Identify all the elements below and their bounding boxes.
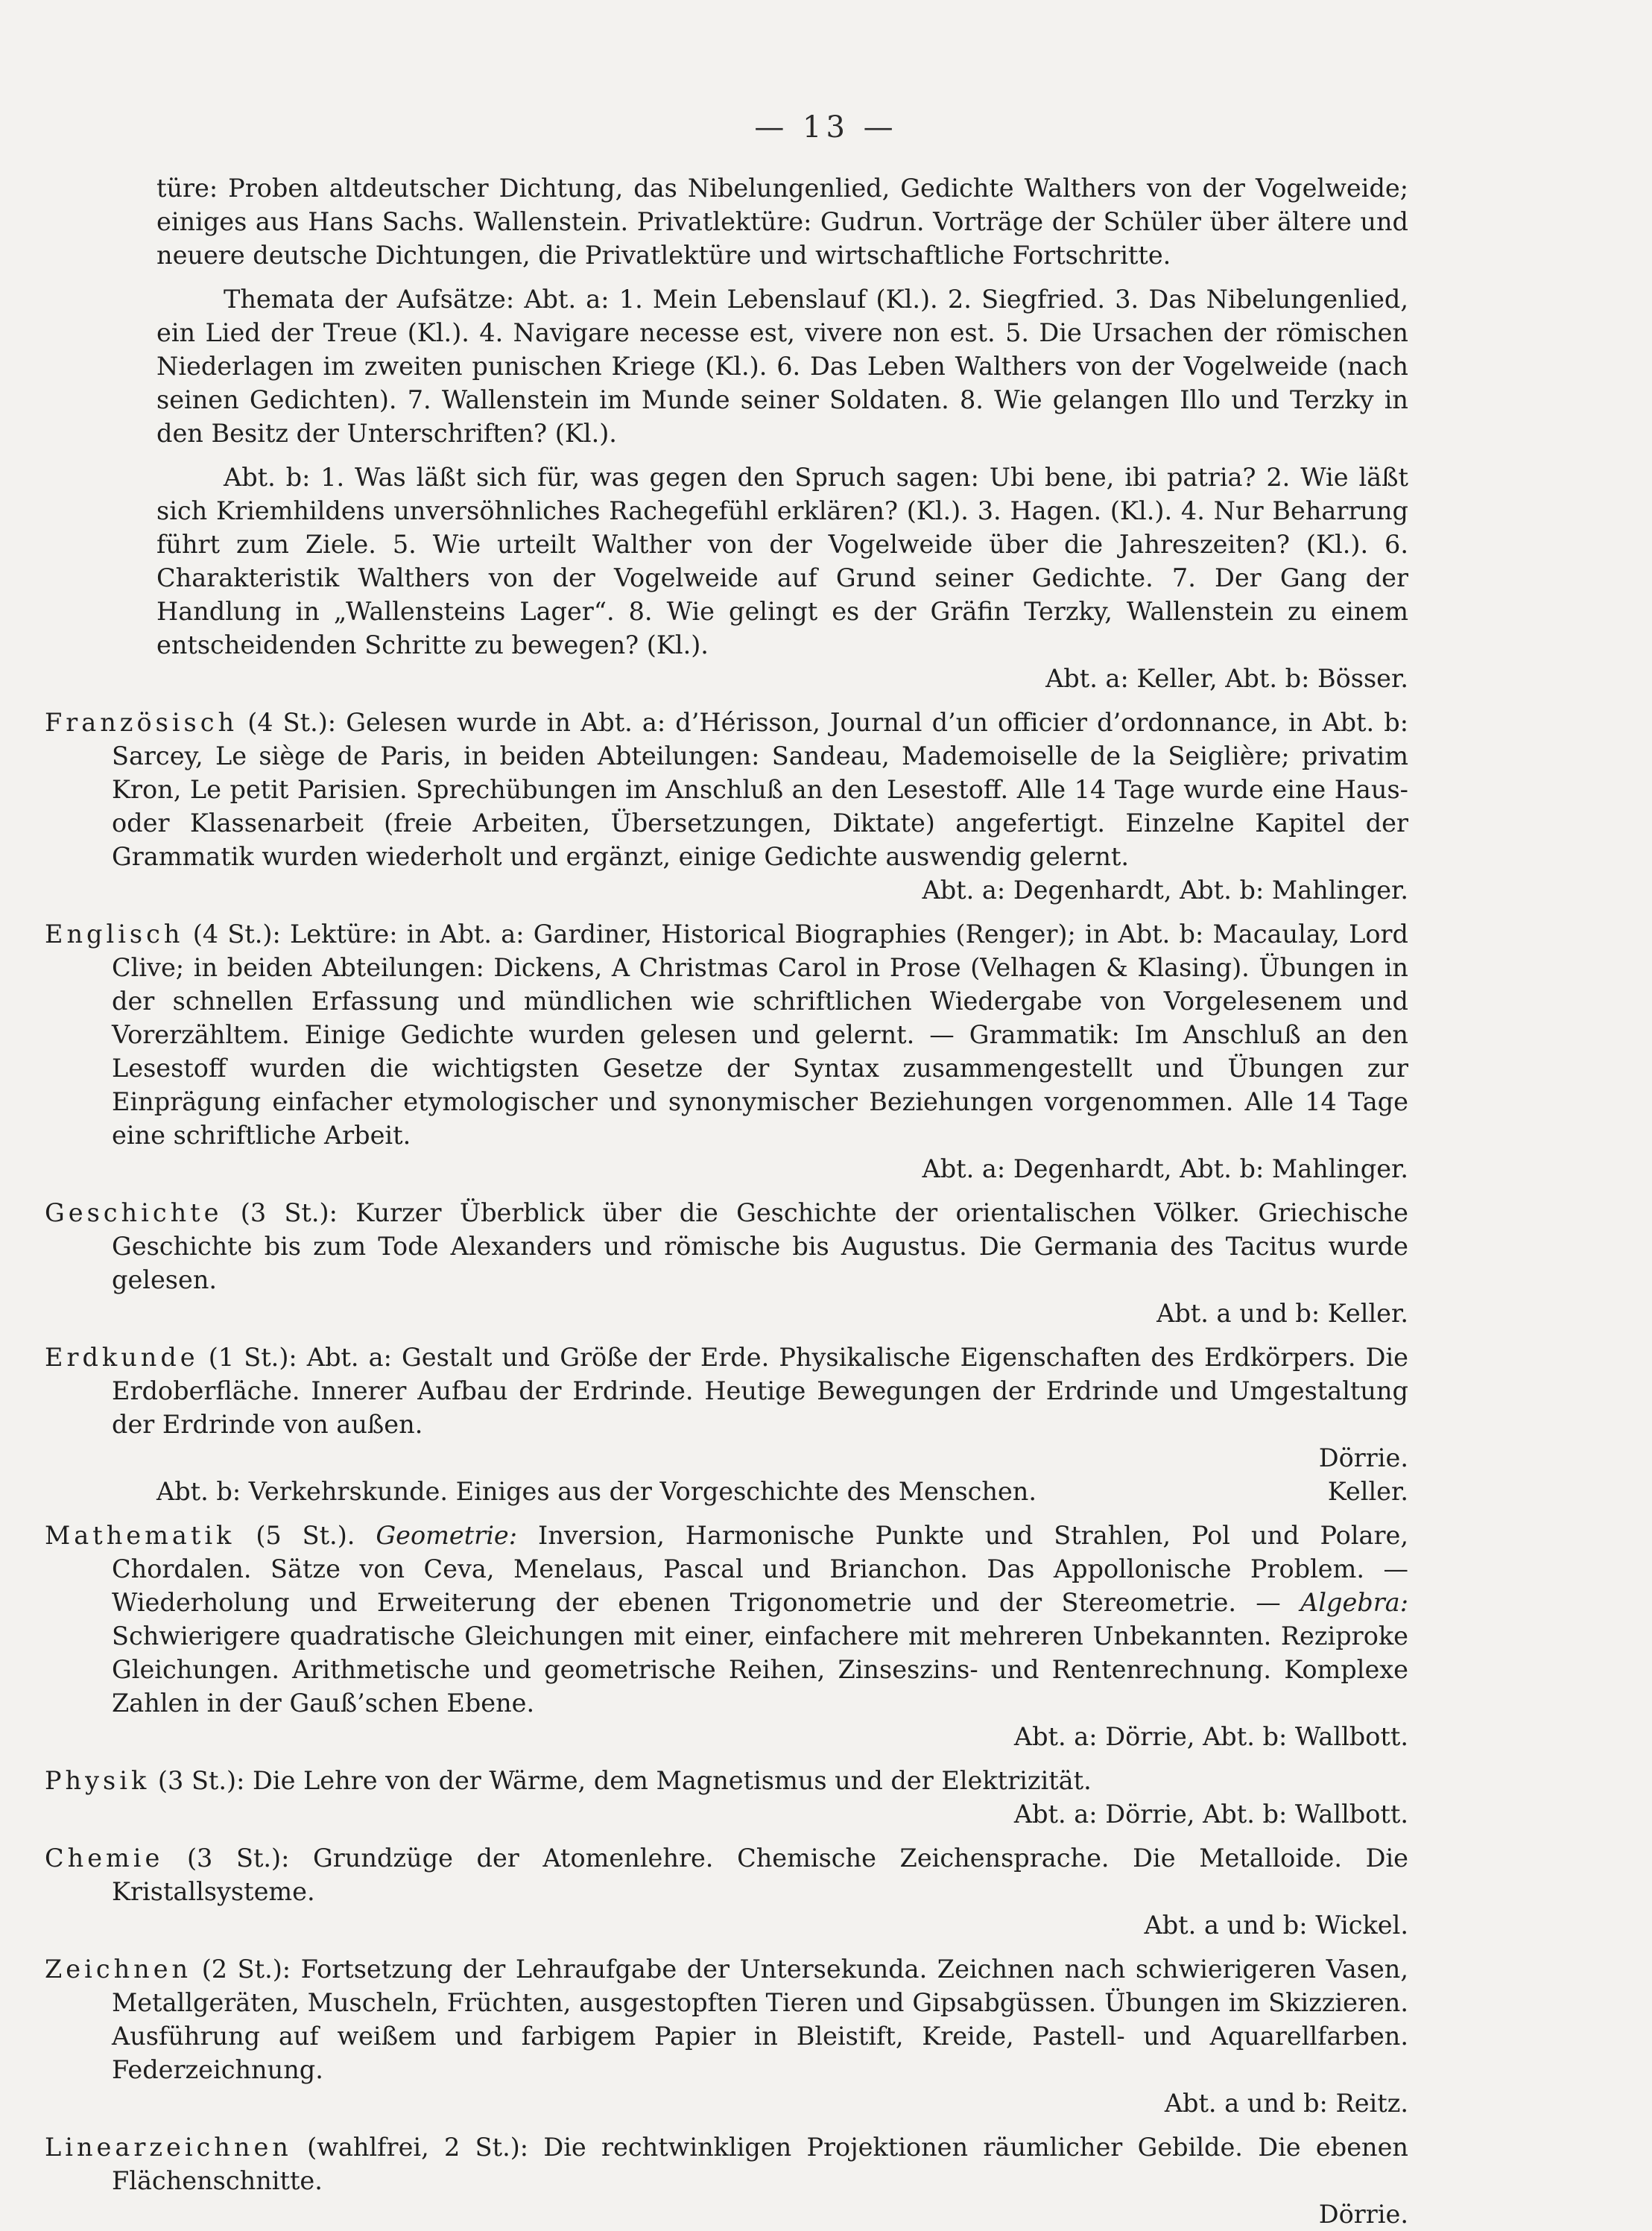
subject-title: Erdkunde [45, 1343, 199, 1372]
section-zeichnen [45, 1952, 1408, 2086]
erdkunde-text-b [45, 1475, 1408, 1508]
section-text-b: Abt. b: Verkehrskunde. Einiges aus der Vorgeschichte des Menschen. [156, 1477, 1037, 1506]
subject-title: Mathematik [45, 1521, 235, 1550]
chemie-teachers: Abt. a und b: Wickel. [1144, 1911, 1408, 1940]
subject-title: Physik [45, 1766, 151, 1795]
mathematik-teachers: Abt. a: Dörrie, Abt. b: Wallbott. [1013, 1722, 1408, 1751]
deutsch-continuation: türe: Proben altdeutscher Dichtung, das Nibelungenlied, Gedichte Walthers von der Vogelweide; einiges aus Hans Sachs. Wallenstein. Privatlektüre: Gudrun. Vorträge der Schüler über ältere und neuere deutsche Dichtungen, die Privatlektüre und wirtschaftliche Fortschritte. [156, 174, 1408, 270]
deutsch-themata-a: Themata der Aufsätze: Abt. a: 1. Mein Lebenslauf (Kl.). 2. Siegfried. 3. Das Nibelungenlied, ein Lied der Treue (Kl.). 4. Navigare necesse est, vivere non est. 5. Die Ursachen der römischen Niederlagen im zweiten punischen Kriege (Kl.). 6. Das Leben Walthers von der Vogelweide (nach seinen Gedichten). 7. Wallenstein im Munde seiner Soldaten. 8. Wie gelangen Illo und Terzky in den Besitz der Unterschriften? (Kl.). [156, 285, 1408, 448]
subject-title: Linearzeichnen [45, 2133, 292, 2162]
section-geschichte [45, 1196, 1408, 1297]
document-body [45, 171, 1408, 2231]
subject-title: Chemie [45, 1844, 164, 1873]
section-text: (3 St.): Kurzer Überblick über die Geschichte der orientalischen Völker. Griechische Geschichte bis zum Tode Alexanders und römische bis Augustus. Die Germania des Tacitus wurde gelesen. [112, 1198, 1408, 1294]
section-linearzeichnen [45, 2130, 1408, 2197]
section-text: (wahlfrei, 2 St.): Die rechtwinkligen Projektionen räumlicher Gebilde. Die ebenen Flächenschnitte. [112, 2133, 1408, 2195]
englisch-teachers: Abt. a: Degenhardt, Abt. b: Mahlinger. [922, 1154, 1408, 1183]
zeichnen-teachers: Abt. a und b: Reitz. [1164, 2089, 1408, 2118]
section-text: (2 St.): Fortsetzung der Lehraufgabe der Untersekunda. Zeichnen nach schwierigeren Vasen, Metallgeräten, Muscheln, Früchten, ausgestopften Tieren und Gipsabgüssen. Übungen im Skizzieren. Ausführung auf weißem und farbigem Papier in Bleistift, Kreide, Pastell- und Aquarellfarben. Federzeichnung. [112, 1955, 1408, 2084]
section-text: (1 St.): Abt. a: Gestalt und Größe der Erde. Physikalische Eigenschaften des Erdkörpers. Die Erdoberfläche. Innerer Aufbau der Erdrinde. Heutige Bewegungen der Erdrinde und Umgestaltung der Erdrinde von außen. [112, 1343, 1408, 1439]
geometrie-text: Inversion, Harmonische Punkte und Strahlen, Pol und Polare, Chordalen. Sätze von Ceva, Menelaus, Pascal und Brianchon. Das Appollonische Problem. — Wiederholung und Erweiterung der ebenen Trigonometrie und der Stereometrie. — [112, 1521, 1409, 1617]
deutsch-themata-b: Abt. b: 1. Was läßt sich für, was gegen den Spruch sagen: Ubi bene, ibi patria? 2. Wie läßt sich Kriemhildens unversöhnliches Rachegefühl erklären? (Kl.). 3. Hagen. (Kl.). 4. Nur Beharrung führt zum Ziele. 5. Wie urteilt Walther von der Vogelweide über die Jahreszeiten? (Kl.). 6. Charakteristik Walthers von der Vogelweide auf Grund seiner Gedichte. 7. Der Gang der Handlung in „Wallensteins Lager“. 8. Wie gelingt es der Gräfin Terzky, Wallenstein zu einem entscheidenden Schritte zu bewegen? (Kl.). [156, 463, 1408, 659]
section-physik [45, 1764, 1408, 1797]
section-erdkunde [45, 1341, 1408, 1441]
section-hours: (5 St.). [256, 1521, 355, 1550]
section-franzoesisch [45, 706, 1408, 873]
subject-title: Englisch [45, 920, 184, 949]
franzoesisch-teachers: Abt. a: Degenhardt, Abt. b: Mahlinger. [922, 876, 1408, 905]
deutsch-teachers: Abt. a: Keller, Abt. b: Bösser. [1045, 664, 1408, 693]
section-text: (3 St.): Grundzüge der Atomenlehre. Chemische Zeichensprache. Die Metalloide. Die Kristallsysteme. [112, 1844, 1409, 1906]
section-text: (3 St.): Die Lehre von der Wärme, dem Magnetismus und der Elektrizität. [157, 1766, 1092, 1795]
section-englisch [45, 917, 1408, 1152]
geschichte-teachers: Abt. a und b: Keller. [1156, 1299, 1408, 1328]
subject-title: Zeichnen [45, 1955, 192, 1984]
algebra-label: Algebra: [1300, 1588, 1408, 1617]
section-mathematik [45, 1519, 1408, 1720]
algebra-text: Schwierigere quadratische Gleichungen mit einer, einfachere mit mehreren Unbekannten. Reziproke Gleichungen. Arithmetische und geometrische Reihen, Zinseszins- und Rentenrechnung. Komplexe Zahlen in der Gauß’schen Ebene. [112, 1621, 1408, 1718]
subject-title: Französisch [45, 708, 238, 737]
section-text: (4 St.): Gelesen wurde in Abt. a: d’Hérisson, Journal d’un officier d’ordonnance, in Abt. b: Sarcey, Le siège de Paris, in beiden Abteilungen: Sandeau, Mademoiselle de la Seiglière; privatim Kron, Le petit Parisien. Sprechübungen im Anschluß an den Lesestoff. Alle 14 Tage wurde eine Haus- oder Klassenarbeit (freie Arbeiten, Übersetzungen, Diktate) angefertigt. Einzelne Kapitel der Grammatik wurden wiederholt und ergänzt, einige Gedichte auswendig gelernt. [112, 708, 1408, 871]
erdkunde-teacher-a: Dörrie. [1318, 1443, 1408, 1472]
section-text: (4 St.): Lektüre: in Abt. a: Gardiner, Historical Biographies (Renger); in Abt. b: Macaulay, Lord Clive; in beiden Abteilungen: Dickens, A Christmas Carol in Prose (Velhagen & Klasing). Übungen in der schnellen Erfassung und mündlichen wie schriftlichen Wiedergabe von Vorgelesenem und Vorerzähltem. Einige Gedichte wurden gelesen und gelernt. — Grammatik: Im Anschluß an den Lesestoff wurden die wichtigsten Gesetze der Syntax zusammengestellt und Übungen zur Einprägung einfacher etymologischer und synonymischer Beziehungen vorgenommen. Alle 14 Tage eine schriftliche Arbeit. [112, 920, 1408, 1150]
erdkunde-teacher-b: Keller. [1327, 1477, 1408, 1506]
page-number: — 13 — [754, 110, 898, 145]
subject-title: Geschichte [45, 1198, 223, 1227]
section-chemie [45, 1841, 1408, 1908]
linearzeichnen-teachers: Dörrie. [1318, 2200, 1408, 2229]
physik-teachers: Abt. a: Dörrie, Abt. b: Wallbott. [1013, 1800, 1408, 1829]
geometrie-label: Geometrie: [376, 1521, 518, 1550]
